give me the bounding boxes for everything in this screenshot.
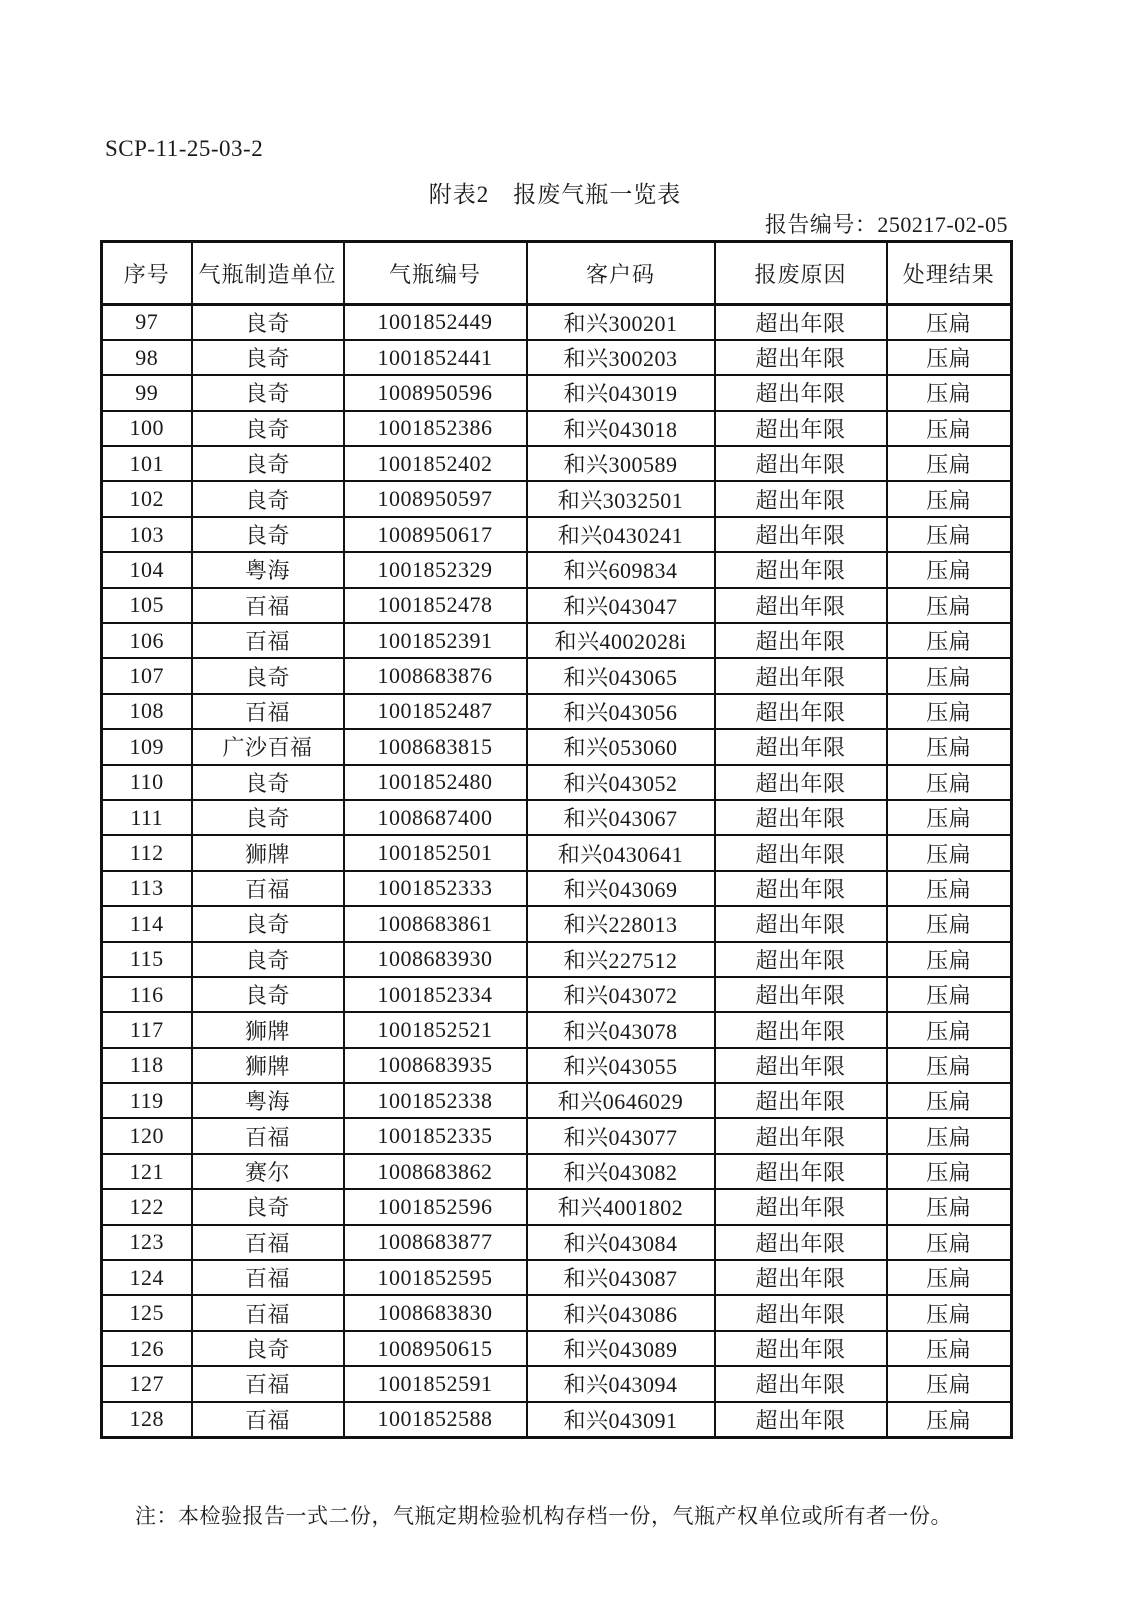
cell-cylinder-no: 1008683862 <box>344 1154 527 1189</box>
cell-result: 压扁 <box>887 729 1012 764</box>
cell-scrap-reason: 超出年限 <box>715 446 887 481</box>
cell-cylinder-no: 1001852595 <box>344 1260 527 1295</box>
table-row <box>102 340 1012 375</box>
cell-result: 压扁 <box>887 1331 1012 1366</box>
table-row <box>102 1083 1012 1118</box>
cell-cylinder-no: 1001852441 <box>344 340 527 375</box>
cell-scrap-reason: 超出年限 <box>715 517 887 552</box>
cell-customer-code: 和兴043091 <box>527 1402 715 1437</box>
table-row <box>102 765 1012 800</box>
cell-manufacturer: 百福 <box>192 1402 344 1437</box>
cell-cylinder-no: 1001852449 <box>344 305 527 340</box>
table-row <box>102 1225 1012 1260</box>
cell-serial: 110 <box>102 765 192 800</box>
table-row <box>102 1366 1012 1401</box>
cell-result: 压扁 <box>887 305 1012 340</box>
table-row <box>102 729 1012 764</box>
cell-customer-code: 和兴043072 <box>527 977 715 1012</box>
cell-serial: 103 <box>102 517 192 552</box>
cell-scrap-reason: 超出年限 <box>715 1154 887 1189</box>
cell-cylinder-no: 1001852521 <box>344 1012 527 1047</box>
cell-cylinder-no: 1001852333 <box>344 871 527 906</box>
cell-customer-code: 和兴043067 <box>527 800 715 835</box>
cell-serial: 128 <box>102 1402 192 1437</box>
cell-result: 压扁 <box>887 1260 1012 1295</box>
cell-scrap-reason: 超出年限 <box>715 658 887 693</box>
cell-manufacturer: 百福 <box>192 588 344 623</box>
cell-serial: 111 <box>102 800 192 835</box>
cell-cylinder-no: 1001852334 <box>344 977 527 1012</box>
cell-customer-code: 和兴043019 <box>527 375 715 410</box>
cell-customer-code: 和兴043018 <box>527 411 715 446</box>
cell-cylinder-no: 1008683877 <box>344 1225 527 1260</box>
cell-result: 压扁 <box>887 942 1012 977</box>
table-row <box>102 977 1012 1012</box>
cell-serial: 124 <box>102 1260 192 1295</box>
cell-scrap-reason: 超出年限 <box>715 375 887 410</box>
cell-customer-code: 和兴4002028i <box>527 623 715 658</box>
cell-serial: 104 <box>102 552 192 587</box>
cell-scrap-reason: 超出年限 <box>715 481 887 516</box>
cell-manufacturer: 粤海 <box>192 1083 344 1118</box>
cell-customer-code: 和兴0430641 <box>527 835 715 870</box>
cell-cylinder-no: 1008683876 <box>344 658 527 693</box>
cell-scrap-reason: 超出年限 <box>715 340 887 375</box>
cell-manufacturer: 良奇 <box>192 942 344 977</box>
cell-serial: 98 <box>102 340 192 375</box>
table-row <box>102 835 1012 870</box>
cell-serial: 105 <box>102 588 192 623</box>
cell-serial: 127 <box>102 1366 192 1401</box>
table-row <box>102 517 1012 552</box>
cell-result: 压扁 <box>887 1048 1012 1083</box>
cell-customer-code: 和兴043052 <box>527 765 715 800</box>
cell-serial: 101 <box>102 446 192 481</box>
table-row <box>102 481 1012 516</box>
cell-scrap-reason: 超出年限 <box>715 1225 887 1260</box>
cell-scrap-reason: 超出年限 <box>715 835 887 870</box>
column-header-manufacturer: 气瓶制造单位 <box>192 242 344 305</box>
cell-customer-code: 和兴043094 <box>527 1366 715 1401</box>
cell-manufacturer: 百福 <box>192 1118 344 1153</box>
table-row <box>102 446 1012 481</box>
cell-result: 压扁 <box>887 694 1012 729</box>
cell-manufacturer: 百福 <box>192 623 344 658</box>
cell-scrap-reason: 超出年限 <box>715 305 887 340</box>
cell-scrap-reason: 超出年限 <box>715 1012 887 1047</box>
cell-serial: 125 <box>102 1295 192 1330</box>
cell-scrap-reason: 超出年限 <box>715 588 887 623</box>
table-row <box>102 1189 1012 1224</box>
table-header-row <box>102 242 1012 305</box>
cell-serial: 116 <box>102 977 192 1012</box>
cell-scrap-reason: 超出年限 <box>715 906 887 941</box>
table-row <box>102 694 1012 729</box>
cell-scrap-reason: 超出年限 <box>715 977 887 1012</box>
cell-serial: 100 <box>102 411 192 446</box>
cell-manufacturer: 良奇 <box>192 1331 344 1366</box>
document-code: SCP-11-25-03-2 <box>105 136 264 161</box>
cell-scrap-reason: 超出年限 <box>715 1118 887 1153</box>
cell-result: 压扁 <box>887 977 1012 1012</box>
cell-serial: 120 <box>102 1118 192 1153</box>
cell-serial: 119 <box>102 1083 192 1118</box>
cell-manufacturer: 良奇 <box>192 765 344 800</box>
cell-cylinder-no: 1008950615 <box>344 1331 527 1366</box>
cell-cylinder-no: 1001852478 <box>344 588 527 623</box>
cell-result: 压扁 <box>887 1295 1012 1330</box>
cell-manufacturer: 良奇 <box>192 658 344 693</box>
cell-result: 压扁 <box>887 481 1012 516</box>
cell-scrap-reason: 超出年限 <box>715 1083 887 1118</box>
cell-manufacturer: 良奇 <box>192 340 344 375</box>
cell-customer-code: 和兴043056 <box>527 694 715 729</box>
cell-scrap-reason: 超出年限 <box>715 1366 887 1401</box>
cell-serial: 123 <box>102 1225 192 1260</box>
cell-customer-code: 和兴043047 <box>527 588 715 623</box>
table-row <box>102 906 1012 941</box>
cell-cylinder-no: 1008683861 <box>344 906 527 941</box>
cell-manufacturer: 广沙百福 <box>192 729 344 764</box>
table-row <box>102 305 1012 340</box>
cell-customer-code: 和兴043077 <box>527 1118 715 1153</box>
table-row <box>102 411 1012 446</box>
cell-scrap-reason: 超出年限 <box>715 1295 887 1330</box>
cell-cylinder-no: 1008950597 <box>344 481 527 516</box>
table-row <box>102 375 1012 410</box>
cell-customer-code: 和兴043069 <box>527 871 715 906</box>
cell-cylinder-no: 1001852487 <box>344 694 527 729</box>
cell-manufacturer: 良奇 <box>192 800 344 835</box>
cell-scrap-reason: 超出年限 <box>715 411 887 446</box>
cell-scrap-reason: 超出年限 <box>715 552 887 587</box>
cell-manufacturer: 百福 <box>192 871 344 906</box>
cell-scrap-reason: 超出年限 <box>715 1402 887 1437</box>
cell-cylinder-no: 1001852596 <box>344 1189 527 1224</box>
cell-customer-code: 和兴043065 <box>527 658 715 693</box>
cell-result: 压扁 <box>887 1118 1012 1153</box>
cell-customer-code: 和兴043087 <box>527 1260 715 1295</box>
cell-cylinder-no: 1001852588 <box>344 1402 527 1437</box>
cell-customer-code: 和兴0430241 <box>527 517 715 552</box>
cell-serial: 118 <box>102 1048 192 1083</box>
table-row <box>102 658 1012 693</box>
table-row <box>102 1048 1012 1083</box>
cell-manufacturer: 良奇 <box>192 446 344 481</box>
cell-serial: 102 <box>102 481 192 516</box>
cell-serial: 112 <box>102 835 192 870</box>
cell-result: 压扁 <box>887 1012 1012 1047</box>
cell-result: 压扁 <box>887 1154 1012 1189</box>
cell-manufacturer: 良奇 <box>192 305 344 340</box>
cell-result: 压扁 <box>887 765 1012 800</box>
cell-cylinder-no: 1001852591 <box>344 1366 527 1401</box>
cell-manufacturer: 狮牌 <box>192 835 344 870</box>
cell-result: 压扁 <box>887 1189 1012 1224</box>
cell-manufacturer: 良奇 <box>192 1189 344 1224</box>
cell-scrap-reason: 超出年限 <box>715 800 887 835</box>
cell-result: 压扁 <box>887 871 1012 906</box>
cell-cylinder-no: 1008683935 <box>344 1048 527 1083</box>
cell-result: 压扁 <box>887 906 1012 941</box>
cell-manufacturer: 百福 <box>192 1225 344 1260</box>
cell-cylinder-no: 1008683930 <box>344 942 527 977</box>
column-header-customer-code: 客户码 <box>527 242 715 305</box>
cell-customer-code: 和兴043078 <box>527 1012 715 1047</box>
table-row <box>102 1118 1012 1153</box>
cell-cylinder-no: 1001852501 <box>344 835 527 870</box>
cell-manufacturer: 狮牌 <box>192 1048 344 1083</box>
cell-customer-code: 和兴4001802 <box>527 1189 715 1224</box>
cell-serial: 122 <box>102 1189 192 1224</box>
cell-cylinder-no: 1001852338 <box>344 1083 527 1118</box>
table-row <box>102 552 1012 587</box>
cell-result: 压扁 <box>887 517 1012 552</box>
cell-result: 压扁 <box>887 1402 1012 1437</box>
cell-customer-code: 和兴609834 <box>527 552 715 587</box>
cell-scrap-reason: 超出年限 <box>715 694 887 729</box>
table-row <box>102 800 1012 835</box>
cell-result: 压扁 <box>887 411 1012 446</box>
cell-serial: 117 <box>102 1012 192 1047</box>
cell-customer-code: 和兴043089 <box>527 1331 715 1366</box>
cell-scrap-reason: 超出年限 <box>715 1331 887 1366</box>
cell-manufacturer: 赛尔 <box>192 1154 344 1189</box>
cell-cylinder-no: 1001852386 <box>344 411 527 446</box>
cell-serial: 99 <box>102 375 192 410</box>
cell-serial: 106 <box>102 623 192 658</box>
cell-manufacturer: 良奇 <box>192 906 344 941</box>
cell-customer-code: 和兴300589 <box>527 446 715 481</box>
cell-serial: 108 <box>102 694 192 729</box>
cell-scrap-reason: 超出年限 <box>715 871 887 906</box>
cell-manufacturer: 良奇 <box>192 977 344 1012</box>
column-header-result: 处理结果 <box>887 242 1012 305</box>
scrapped-cylinder-table <box>100 240 1013 1439</box>
cell-serial: 97 <box>102 305 192 340</box>
cell-customer-code: 和兴053060 <box>527 729 715 764</box>
cell-result: 压扁 <box>887 1366 1012 1401</box>
table-row <box>102 588 1012 623</box>
cell-customer-code: 和兴300203 <box>527 340 715 375</box>
cell-scrap-reason: 超出年限 <box>715 1260 887 1295</box>
cell-cylinder-no: 1008950617 <box>344 517 527 552</box>
cell-result: 压扁 <box>887 1225 1012 1260</box>
cell-result: 压扁 <box>887 1083 1012 1118</box>
cell-cylinder-no: 1008683815 <box>344 729 527 764</box>
cell-manufacturer: 百福 <box>192 694 344 729</box>
cell-result: 压扁 <box>887 340 1012 375</box>
table-row <box>102 623 1012 658</box>
cell-manufacturer: 良奇 <box>192 411 344 446</box>
cell-result: 压扁 <box>887 658 1012 693</box>
cell-cylinder-no: 1001852329 <box>344 552 527 587</box>
cell-customer-code: 和兴0646029 <box>527 1083 715 1118</box>
footer-note: 注：本检验报告一式二份，气瓶定期检验机构存档一份，气瓶产权单位或所有者一份。 <box>135 1504 952 1528</box>
cell-result: 压扁 <box>887 835 1012 870</box>
cell-serial: 107 <box>102 658 192 693</box>
cell-customer-code: 和兴300201 <box>527 305 715 340</box>
cell-scrap-reason: 超出年限 <box>715 1189 887 1224</box>
table-row <box>102 1154 1012 1189</box>
table-row <box>102 1331 1012 1366</box>
report-number: 报告编号：250217-02-05 <box>764 212 1008 237</box>
cell-manufacturer: 百福 <box>192 1295 344 1330</box>
cell-serial: 113 <box>102 871 192 906</box>
cell-serial: 109 <box>102 729 192 764</box>
table-row <box>102 1295 1012 1330</box>
table-row <box>102 1012 1012 1047</box>
cell-result: 压扁 <box>887 375 1012 410</box>
cell-cylinder-no: 1001852391 <box>344 623 527 658</box>
cell-customer-code: 和兴043082 <box>527 1154 715 1189</box>
cell-cylinder-no: 1008687400 <box>344 800 527 835</box>
cell-customer-code: 和兴043086 <box>527 1295 715 1330</box>
cell-cylinder-no: 1001852402 <box>344 446 527 481</box>
cell-result: 压扁 <box>887 588 1012 623</box>
cell-manufacturer: 百福 <box>192 1366 344 1401</box>
cell-cylinder-no: 1008683830 <box>344 1295 527 1330</box>
table-row <box>102 942 1012 977</box>
cell-scrap-reason: 超出年限 <box>715 623 887 658</box>
cell-cylinder-no: 1001852480 <box>344 765 527 800</box>
cell-manufacturer: 粤海 <box>192 552 344 587</box>
column-header-serial: 序号 <box>102 242 192 305</box>
cell-result: 压扁 <box>887 623 1012 658</box>
table-row <box>102 871 1012 906</box>
column-header-cylinder-no: 气瓶编号 <box>344 242 527 305</box>
cell-serial: 126 <box>102 1331 192 1366</box>
cell-customer-code: 和兴3032501 <box>527 481 715 516</box>
cell-manufacturer: 良奇 <box>192 375 344 410</box>
page-title: 附表2 报废气瓶一览表 <box>428 182 682 207</box>
cell-manufacturer: 良奇 <box>192 481 344 516</box>
table-row <box>102 1260 1012 1295</box>
cell-serial: 115 <box>102 942 192 977</box>
cell-cylinder-no: 1008950596 <box>344 375 527 410</box>
cell-serial: 114 <box>102 906 192 941</box>
cell-customer-code: 和兴228013 <box>527 906 715 941</box>
cell-manufacturer: 良奇 <box>192 517 344 552</box>
cell-scrap-reason: 超出年限 <box>715 942 887 977</box>
column-header-scrap-reason: 报废原因 <box>715 242 887 305</box>
cell-scrap-reason: 超出年限 <box>715 1048 887 1083</box>
table-row <box>102 1402 1012 1437</box>
cell-cylinder-no: 1001852335 <box>344 1118 527 1153</box>
cell-result: 压扁 <box>887 800 1012 835</box>
cell-result: 压扁 <box>887 446 1012 481</box>
cell-result: 压扁 <box>887 552 1012 587</box>
cell-serial: 121 <box>102 1154 192 1189</box>
cell-manufacturer: 狮牌 <box>192 1012 344 1047</box>
cell-scrap-reason: 超出年限 <box>715 729 887 764</box>
cell-manufacturer: 百福 <box>192 1260 344 1295</box>
cell-scrap-reason: 超出年限 <box>715 765 887 800</box>
cell-customer-code: 和兴227512 <box>527 942 715 977</box>
cell-customer-code: 和兴043084 <box>527 1225 715 1260</box>
cell-customer-code: 和兴043055 <box>527 1048 715 1083</box>
